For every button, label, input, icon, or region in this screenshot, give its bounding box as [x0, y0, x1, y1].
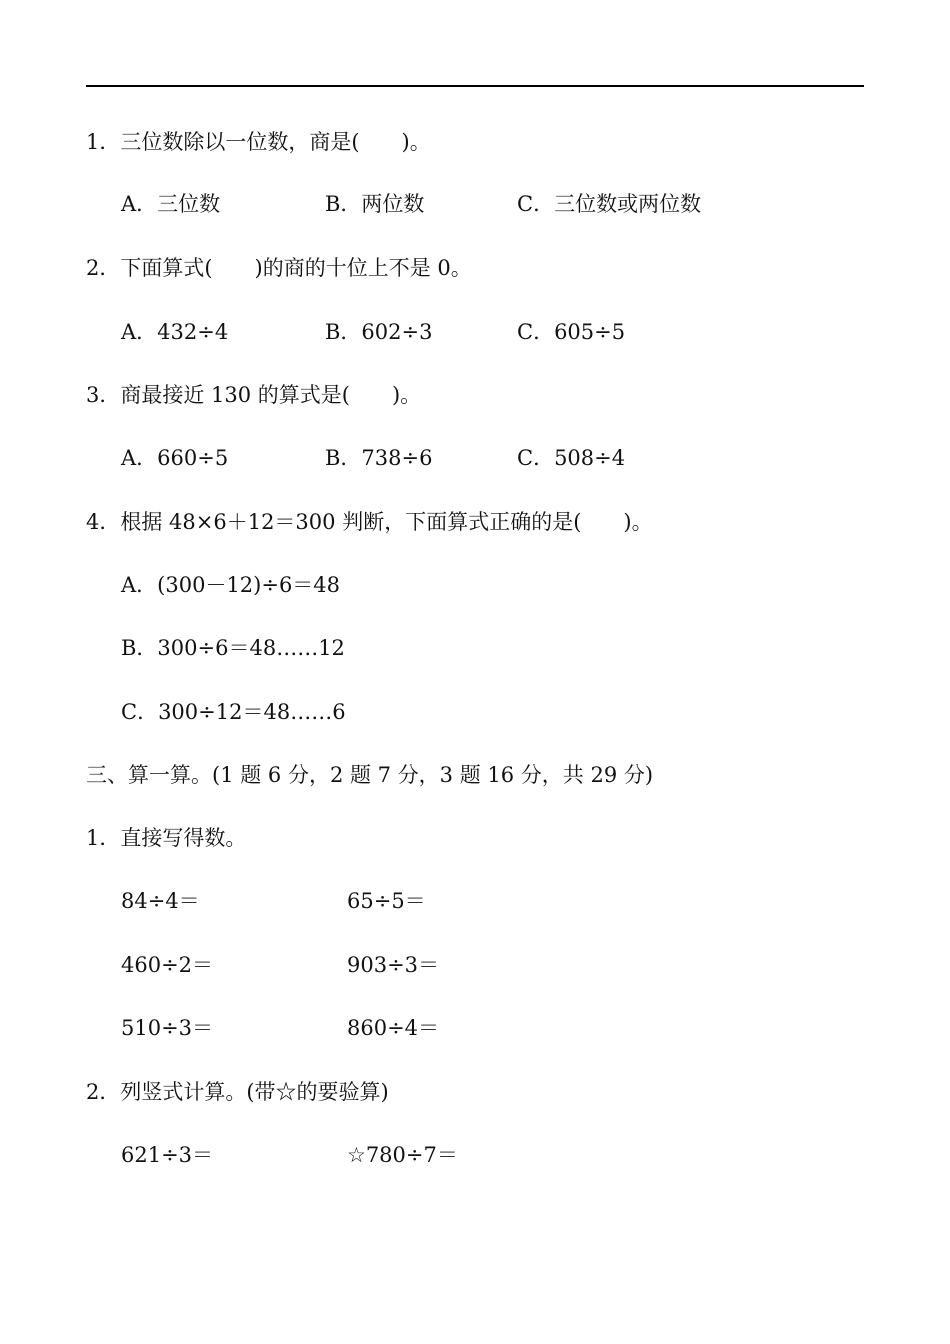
question-2-option-c: C．605÷5 [517, 320, 626, 344]
question-4-option-a: A．(300－12)÷6＝48 [121, 573, 341, 597]
question-2-stem: 2．下面算式( )的商的十位上不是 0。 [86, 256, 472, 280]
question-2-option-a: A．432÷4 [121, 320, 229, 344]
calc-item: 510÷3＝ [121, 1016, 214, 1040]
question-1-option-a: A．三位数 [121, 192, 221, 216]
top-rule [86, 85, 864, 87]
question-3-option-a: A．660÷5 [121, 446, 229, 470]
question-1-option-c: C．三位数或两位数 [517, 192, 702, 216]
section-3-title: 三、算一算。(1 题 6 分，2 题 7 分，3 题 16 分，共 29 分) [86, 763, 654, 787]
calc-item: 460÷2＝ [121, 953, 214, 977]
question-1-option-b: B．两位数 [325, 192, 425, 216]
question-3-option-b: B．738÷6 [325, 446, 433, 470]
question-4-option-b: B．300÷6＝48……12 [121, 636, 345, 660]
part-1-title: 1．直接写得数。 [86, 826, 247, 850]
vertical-calc-item: 621÷3＝ [121, 1143, 214, 1167]
question-3-stem: 3．商最接近 130 的算式是( )。 [86, 383, 422, 407]
question-3-option-c: C．508÷4 [517, 446, 626, 470]
calc-item: 860÷4＝ [347, 1016, 440, 1040]
calc-item: 65÷5＝ [347, 889, 426, 913]
question-4-option-c: C．300÷12＝48……6 [121, 700, 346, 724]
calc-item: 903÷3＝ [347, 953, 440, 977]
calc-item: 84÷4＝ [121, 889, 200, 913]
question-4-stem: 4．根据 48×6＋12＝300 判断，下面算式正确的是( )。 [86, 510, 653, 534]
question-2-option-b: B．602÷3 [325, 320, 433, 344]
part-2-title: 2．列竖式计算。(带☆的要验算) [86, 1080, 389, 1104]
vertical-calc-item-starred: ☆780÷7＝ [347, 1143, 458, 1167]
question-1-stem: 1．三位数除以一位数，商是( )。 [86, 130, 431, 154]
